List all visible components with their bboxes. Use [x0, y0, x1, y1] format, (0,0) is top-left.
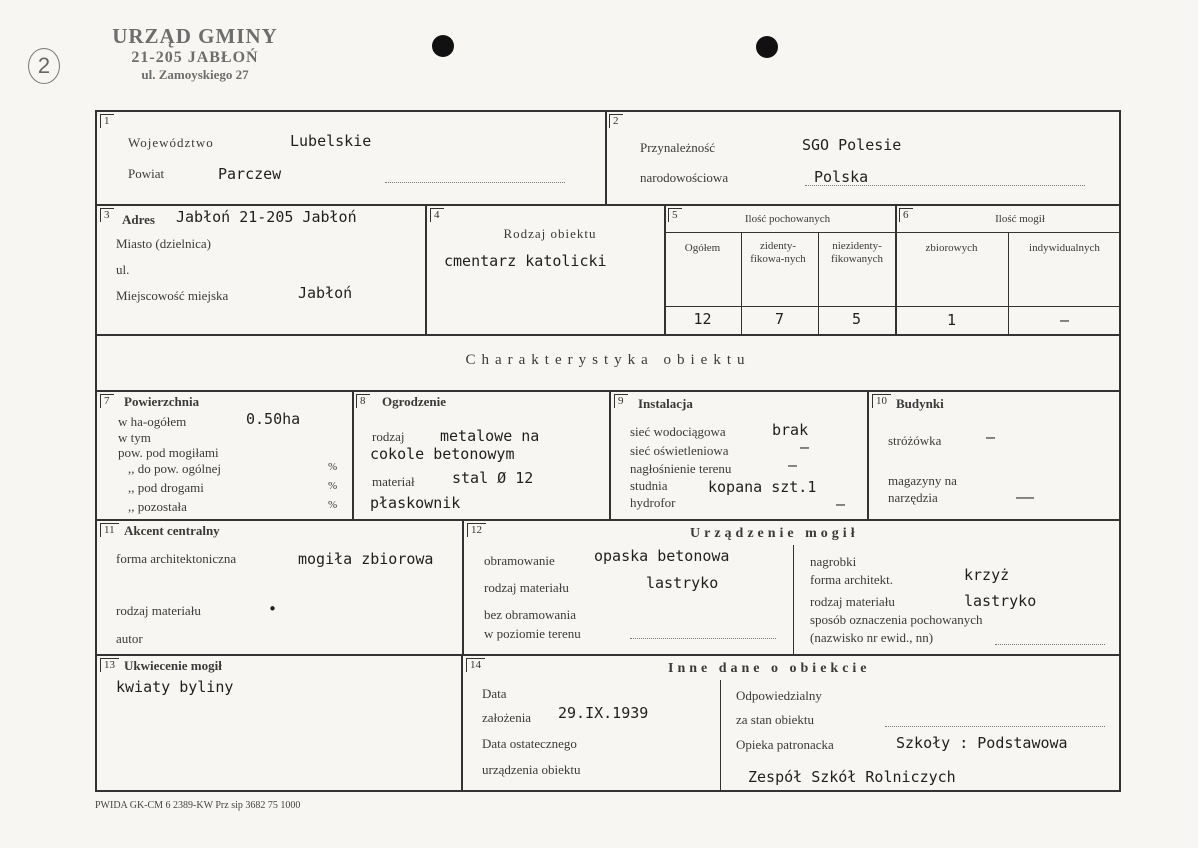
urzadzenia-obiektu-label: urządzenia obiektu — [482, 762, 581, 777]
data-label: Data — [482, 686, 507, 701]
narodowosc-value: Polska — [814, 168, 869, 186]
office-stamp — [100, 24, 290, 83]
section-6-number: 6 — [899, 208, 913, 222]
section-11-number: 11 — [100, 523, 119, 537]
akcent-rodzaj-label: rodzaj materiału — [116, 603, 201, 618]
studnia-label: studnia — [630, 478, 668, 493]
page-mark: 2 — [28, 48, 60, 84]
pod-drogami-label: ,, pod drogami — [128, 480, 204, 495]
zbiorowych-label: zbiorowych — [925, 242, 978, 254]
akcent-title: Akcent centralny — [124, 523, 220, 538]
obramowanie-value: opaska betonowa — [594, 547, 730, 565]
ha-label: w ha-ogółem — [118, 414, 187, 429]
indywidualnych-label: indywidualnych — [1029, 242, 1100, 254]
stamp-line3: ul. Zamoyskiego 27 — [141, 67, 249, 82]
ukwiecenie-title: Ukwiecenie mogił — [124, 658, 222, 673]
section-7-number: 7 — [100, 394, 114, 408]
data-ostatecznego-label: Data ostatecznego — [482, 736, 577, 751]
adres-label: Adres — [122, 212, 155, 227]
pozostala-label: ,, pozostała — [128, 499, 187, 514]
urz-rodzaj-label: rodzaj materiału — [484, 580, 569, 595]
autor-label: autor — [116, 631, 143, 646]
zidentyfikowanych-value: 7 — [774, 310, 785, 328]
ogolem-label: Ogółem — [684, 242, 721, 254]
nazwisko-label: (nazwisko nr ewid., nn) — [810, 630, 934, 645]
stamp-line1: URZĄD GMINY — [112, 24, 278, 48]
ilosc-pochowanych-title: Ilość pochowanych — [744, 213, 831, 225]
ogrodzenie-material-2: płaskownik — [370, 494, 461, 512]
przynaleznosc-value: SGO Polesie — [802, 136, 902, 154]
percent-2: % — [328, 480, 338, 492]
section-2-number: 2 — [609, 114, 623, 128]
forma-architekt-value: krzyż — [964, 566, 1010, 584]
miasto-label: Miasto (dzielnica) — [116, 236, 211, 251]
section-1-number: 1 — [100, 114, 114, 128]
narodowosciowa-label: narodowościowa — [640, 170, 729, 185]
niezidentyfikowanych-value: 5 — [851, 310, 862, 328]
powierzchnia-title: Powierzchnia — [124, 394, 200, 409]
do-pow-label: ,, do pow. ogólnej — [128, 461, 222, 476]
punch-hole-right — [756, 36, 778, 58]
ogrodzenie-rodzaj-2: cokole betonowym — [370, 445, 515, 463]
ogrodzenie-material-1: stal Ø 12 — [452, 469, 534, 487]
naglosnienie-label: nagłośnienie terenu — [630, 461, 732, 476]
oswietleniowa-value: – — [800, 438, 810, 456]
hydrofor-value: – — [836, 495, 846, 513]
powiat-label: Powiat — [128, 166, 165, 181]
urz-rodzaj2-label: rodzaj materiału — [810, 594, 895, 609]
strozowka-value: – — [986, 428, 996, 446]
ogrodzenie-rodzaj-1: metalowe na — [440, 427, 540, 445]
urz-rodzaj-value: lastryko — [646, 574, 719, 592]
adres-value: Jabłoń 21-205 Jabłoń — [176, 208, 357, 226]
form-footer: PWIDA GK-CM 6 2389-KW Prz sip 3682 75 1000 — [95, 800, 301, 811]
narzedzia-value: –– — [1016, 488, 1035, 506]
inne-dane-title: Inne dane o obiekcie — [668, 661, 871, 676]
oswietleniowa-label: sieć oświetleniowa — [630, 443, 729, 458]
naglosnienie-value: – — [788, 456, 798, 474]
magazyny-label: magazyny na — [888, 473, 957, 488]
forma-architekt-label: forma architekt. — [810, 572, 894, 587]
strozowka-label: stróżówka — [888, 433, 942, 448]
rodzaj-obiektu-label: Rodzaj obiektu — [503, 226, 597, 241]
sposob-label: sposób oznaczenia pochowanych — [810, 612, 983, 627]
percent-1: % — [328, 461, 338, 473]
section-5-number: 5 — [668, 208, 682, 222]
ul-label: ul. — [116, 262, 130, 277]
zbiorowych-value: 1 — [946, 311, 957, 329]
w-tym-label: w tym — [118, 430, 151, 445]
section-8-number: 8 — [356, 394, 370, 408]
instalacja-title: Instalacja — [638, 396, 693, 411]
wodociagowa-label: sieć wodociągowa — [630, 424, 726, 439]
miejscowosc-label: Miejscowość miejska — [116, 288, 229, 303]
punch-hole-left — [432, 35, 454, 57]
section-13-number: 13 — [100, 658, 119, 672]
opieka-label: Opieka patronacka — [736, 737, 834, 752]
obramowanie-label: obramowanie — [484, 553, 555, 568]
wojewodztwo-value: Lubelskie — [290, 132, 372, 150]
section-10-number: 10 — [872, 394, 891, 408]
opieka-value-2: Zespół Szkół Rolniczych — [748, 768, 956, 786]
ha-value: 0.50ha — [246, 410, 301, 428]
percent-3: % — [328, 499, 338, 511]
urzadzenie-title: Urządzenie mogił — [690, 526, 859, 541]
przynaleznosc-label: Przynależność — [640, 140, 716, 155]
ogrodzenie-material-label: materiał — [372, 474, 415, 489]
indywidualnych-value: – — [1059, 311, 1070, 329]
urz-rodzaj2-value: lastryko — [964, 592, 1037, 610]
forma-label: forma architektoniczna — [116, 551, 237, 566]
hydrofor-label: hydrofor — [630, 495, 676, 510]
section-12-number: 12 — [467, 523, 486, 537]
ilosc-mogil-title: Ilość mogił — [995, 213, 1045, 225]
wodociagowa-value: brak — [772, 421, 809, 439]
section-14-number: 14 — [466, 658, 485, 672]
forma-value: mogiła zbiorowa — [298, 550, 434, 568]
zalozenia-value: 29.IX.1939 — [558, 704, 649, 722]
budynki-title: Budynki — [896, 396, 944, 411]
section-9-number: 9 — [614, 394, 628, 408]
zidentyfikowanych-label: zidenty-fikowa-nych — [750, 240, 806, 265]
bez-obramowania-label: bez obramowania — [484, 607, 577, 622]
akcent-rodzaj-value: • — [268, 600, 278, 618]
za-stan-label: za stan obiektu — [736, 712, 814, 727]
poziom-label: w poziomie terenu — [484, 626, 581, 641]
wojewodztwo-label: Województwo — [128, 135, 214, 150]
ogrodzenie-title: Ogrodzenie — [382, 394, 447, 409]
charakterystyka-heading: Charakterystyka obiektu — [465, 352, 751, 368]
ogolem-value: 12 — [693, 310, 712, 328]
pod-mogilami-label: pow. pod mogiłami — [118, 445, 219, 460]
powiat-value: Parczew — [218, 165, 282, 183]
section-4-number: 4 — [430, 208, 444, 222]
odpowiedzialny-label: Odpowiedzialny — [736, 688, 822, 703]
rodzaj-obiektu-value: cmentarz katolicki — [444, 252, 607, 270]
stamp-line2: 21-205 JABŁOŃ — [131, 49, 259, 66]
zalozenia-label: założenia — [482, 710, 532, 725]
narzedzia-label: narzędzia — [888, 490, 938, 505]
nagrobki-label: nagrobki — [810, 554, 857, 569]
section-3-number: 3 — [100, 208, 114, 222]
opieka-value-1: Szkoły : Podstawowa — [896, 734, 1068, 752]
ukwiecenie-value: kwiaty byliny — [116, 678, 234, 696]
ogrodzenie-rodzaj-label: rodzaj — [372, 429, 405, 444]
miejscowosc-value: Jabłoń — [298, 284, 353, 302]
niezidentyfikowanych-label: niezidenty-fikowanych — [831, 240, 883, 265]
studnia-value: kopana szt.1 — [708, 478, 817, 496]
